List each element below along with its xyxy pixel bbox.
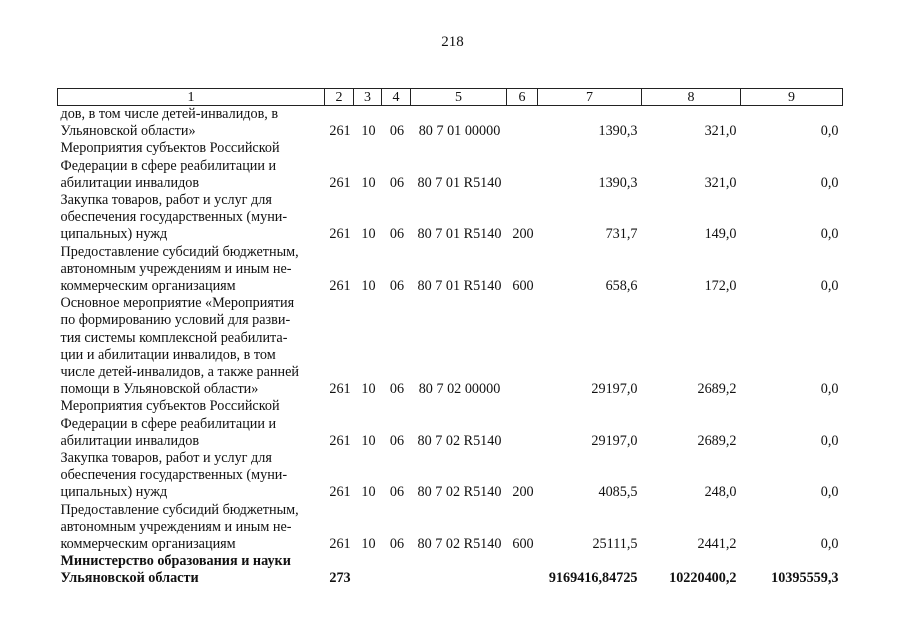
cell-col-7: 4085,5 xyxy=(598,484,638,501)
column-header: 4 xyxy=(382,89,411,106)
column-header: 7 xyxy=(538,89,642,106)
description-line: Министерство образования и науки xyxy=(60,553,291,570)
description-line: Мероприятия субъектов Российской xyxy=(60,398,280,415)
description-line: числе детей-инвалидов, а также ранней xyxy=(60,364,300,381)
cell-col-3: 10 xyxy=(361,432,376,449)
description-line: обеспечения государственных (муни- xyxy=(60,209,288,226)
cell-col-7: 25111,5 xyxy=(592,536,638,553)
cell-col-6: 200 xyxy=(512,226,534,243)
budget-table xyxy=(57,88,843,588)
table-row xyxy=(58,140,843,192)
description-line: Закупка товаров, работ и услуг для xyxy=(60,192,272,209)
cell-col-5: 80 7 02 00000 xyxy=(418,381,501,398)
cell-col-7: 658,6 xyxy=(605,278,638,295)
description-line: абилитации инвалидов xyxy=(60,432,200,449)
cell-col-3: 10 xyxy=(361,226,376,243)
column-header: 6 xyxy=(507,89,538,106)
table-row xyxy=(58,502,843,554)
row-description xyxy=(58,450,325,502)
description-line: автономным учреждениям и иным не- xyxy=(60,518,292,535)
cell-col-5: 80 7 02 R5140 xyxy=(417,432,502,449)
cell-col-5: 80 7 01 R5140 xyxy=(417,226,502,243)
table-row xyxy=(58,450,843,502)
column-header-row xyxy=(58,89,843,106)
description-line: абилитации инвалидов xyxy=(60,174,200,191)
description-line: по формированию условий для разви- xyxy=(60,312,291,329)
cell-col-4: 06 xyxy=(389,123,405,140)
description-line: Ульяновской области» xyxy=(60,123,196,140)
description-line: Предоставление субсидий бюджетным, xyxy=(60,243,299,260)
cell-col-2: 261 xyxy=(329,381,351,398)
description-line: Федерации в сфере реабилитации и xyxy=(60,157,277,174)
description-line: ции и абилитации инвалидов, в том xyxy=(60,346,276,363)
cell-col-4: 06 xyxy=(389,484,405,501)
cell-col-2: 261 xyxy=(329,226,351,243)
cell-col-7: 29197,0 xyxy=(591,381,638,398)
cell-col-5: 80 7 02 R5140 xyxy=(417,536,502,553)
cell-col-8: 149,0 xyxy=(704,226,737,243)
cell-col-3: 10 xyxy=(361,381,376,398)
cell-col-5: 80 7 02 R5140 xyxy=(417,484,502,501)
column-header: 8 xyxy=(642,89,741,106)
row-description xyxy=(58,106,325,141)
cell-col-4: 06 xyxy=(389,381,405,398)
cell-col-6 xyxy=(507,398,538,450)
cell-col-3: 10 xyxy=(361,174,376,191)
description-line: ципальных) нужд xyxy=(60,484,168,501)
description-line: обеспечения государственных (муни- xyxy=(60,467,288,484)
column-header: 3 xyxy=(354,89,382,106)
cell-col-8: 321,0 xyxy=(704,123,737,140)
cell-col-8: 2689,2 xyxy=(697,432,737,449)
cell-col-6: 200 xyxy=(512,484,534,501)
description-line: Предоставление субсидий бюджетным, xyxy=(60,501,299,518)
cell-col-9: 0,0 xyxy=(820,174,839,191)
row-description xyxy=(58,140,325,192)
table-row xyxy=(58,295,843,398)
cell-col-9: 0,0 xyxy=(820,536,839,553)
cell-col-2: 261 xyxy=(329,123,351,140)
cell-col-6 xyxy=(507,295,538,398)
cell-col-4: 06 xyxy=(389,432,405,449)
row-description xyxy=(58,398,325,450)
cell-col-8: 2689,2 xyxy=(697,381,737,398)
cell-col-8: 2441,2 xyxy=(697,536,737,553)
row-description xyxy=(58,192,325,244)
cell-col-5: 80 7 01 R5140 xyxy=(417,174,502,191)
cell-col-9: 10395559,3 xyxy=(771,570,839,587)
row-description xyxy=(58,502,325,554)
cell-col-8: 10220400,2 xyxy=(669,570,737,587)
row-description xyxy=(58,244,325,296)
cell-col-7: 1390,3 xyxy=(598,123,638,140)
cell-col-3: 10 xyxy=(361,278,376,295)
cell-col-9: 0,0 xyxy=(820,432,839,449)
cell-col-6 xyxy=(507,106,538,141)
cell-col-4: 06 xyxy=(389,536,405,553)
column-header: 5 xyxy=(411,89,507,106)
description-line: Основное мероприятие «Мероприятия xyxy=(60,295,295,312)
description-line: Ульяновской области xyxy=(60,570,199,587)
cell-col-9: 0,0 xyxy=(820,123,839,140)
table-body xyxy=(58,106,843,588)
cell-col-2: 261 xyxy=(329,174,351,191)
description-line: помощи в Ульяновской области» xyxy=(60,381,259,398)
cell-col-4: 06 xyxy=(389,226,405,243)
description-line: Федерации в сфере реабилитации и xyxy=(60,415,277,432)
cell-col-3 xyxy=(354,553,382,587)
cell-col-5: 80 7 01 R5140 xyxy=(417,278,502,295)
cell-col-2: 261 xyxy=(329,432,351,449)
cell-col-2: 261 xyxy=(329,278,351,295)
cell-col-5: 80 7 01 00000 xyxy=(418,123,501,140)
cell-col-8: 248,0 xyxy=(704,484,737,501)
cell-col-2: 261 xyxy=(329,484,351,501)
cell-col-8: 321,0 xyxy=(704,174,737,191)
cell-col-4: 06 xyxy=(389,278,405,295)
cell-col-4: 06 xyxy=(389,174,405,191)
description-line: Закупка товаров, работ и услуг для xyxy=(60,450,272,467)
description-line: дов, в том числе детей-инвалидов, в xyxy=(60,106,279,122)
row-description xyxy=(58,553,325,587)
cell-col-6 xyxy=(507,140,538,192)
cell-col-2: 273 xyxy=(329,570,351,587)
cell-col-3: 10 xyxy=(361,123,376,140)
cell-col-6: 600 xyxy=(512,536,534,553)
description-line: коммерческим организациям xyxy=(60,536,236,553)
total-row xyxy=(58,553,843,587)
cell-col-9: 0,0 xyxy=(820,278,839,295)
cell-col-7: 29197,0 xyxy=(591,432,638,449)
description-line: тия системы комплексной реабилита- xyxy=(60,329,288,346)
cell-col-2: 261 xyxy=(329,536,351,553)
cell-col-9: 0,0 xyxy=(820,381,839,398)
cell-col-6 xyxy=(507,553,538,587)
column-header: 1 xyxy=(58,89,325,106)
table-row xyxy=(58,244,843,296)
cell-col-9: 0,0 xyxy=(820,484,839,501)
table-row xyxy=(58,192,843,244)
column-header: 2 xyxy=(325,89,354,106)
row-description xyxy=(58,295,325,398)
cell-col-5 xyxy=(411,553,507,587)
description-line: коммерческим организациям xyxy=(60,278,236,295)
cell-col-8: 172,0 xyxy=(704,278,737,295)
cell-col-3: 10 xyxy=(361,484,376,501)
cell-col-6: 600 xyxy=(512,278,534,295)
description-line: ципальных) нужд xyxy=(60,226,168,243)
cell-col-9: 0,0 xyxy=(820,226,839,243)
page-number: 218 xyxy=(441,34,464,50)
cell-col-7: 731,7 xyxy=(605,226,638,243)
description-line: автономным учреждениям и иным не- xyxy=(60,260,292,277)
table-row xyxy=(58,398,843,450)
cell-col-7: 1390,3 xyxy=(598,174,638,191)
cell-col-3: 10 xyxy=(361,536,376,553)
cell-col-4 xyxy=(382,553,411,587)
table-row xyxy=(58,106,843,141)
description-line: Мероприятия субъектов Российской xyxy=(60,140,280,157)
cell-col-7: 9169416,84725 xyxy=(548,570,638,587)
column-header: 9 xyxy=(741,89,843,106)
